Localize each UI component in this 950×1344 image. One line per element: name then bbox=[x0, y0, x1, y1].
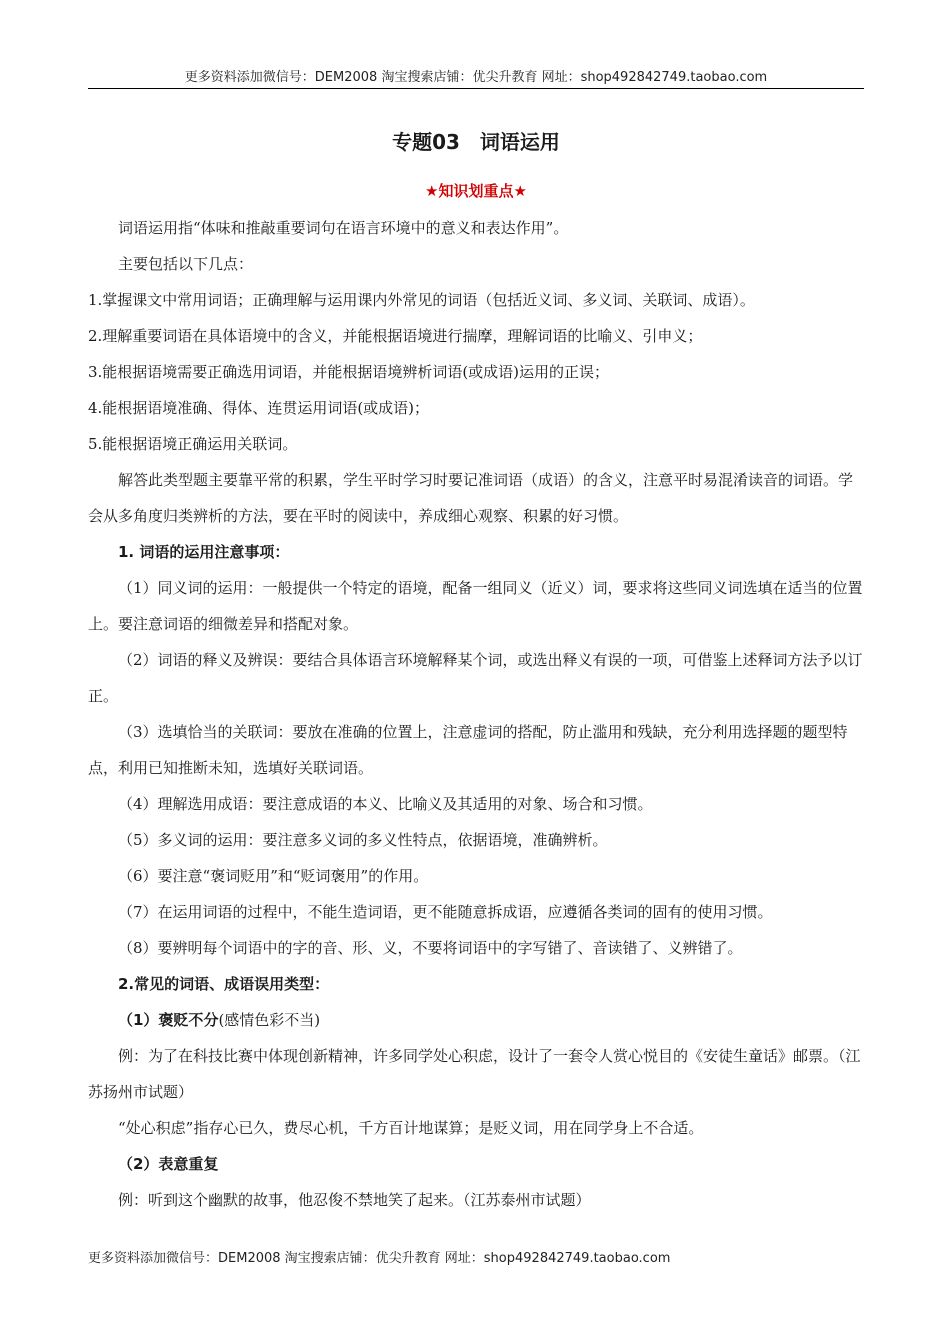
list-item: （3）选填恰当的关联词：要放在准确的位置上，注意虚词的搭配，防止滥用和残缺，充分利用选择题的题型特点，利用已知推断未知，选填好关联词语。 bbox=[88, 723, 848, 777]
section-heading: 1. 词语的运用注意事项： bbox=[118, 543, 290, 561]
intro-list-item: 4.能根据语境准确、得体、连贯运用词语(或成语)； bbox=[88, 399, 430, 417]
intro-paragraph: 词语运用指“体味和推敲重要词句在语言环境中的意义和表达作用”。 bbox=[118, 219, 569, 237]
explanation-paragraph: “处心积虑”指存心已久，费尽心机，千方百计地谋算；是贬义词，用在同学身上不合适。 bbox=[118, 1119, 704, 1137]
page-title: 专题03 词语运用 bbox=[392, 130, 560, 154]
subsection-note: (感情色彩不当) bbox=[218, 1011, 321, 1029]
page-header: 更多资料添加微信号：DEM2008 淘宝搜索店铺：优尖升教育 网址：shop492842749.taobao.com bbox=[184, 70, 768, 85]
subsection-heading: （2）表意重复 bbox=[118, 1155, 219, 1173]
intro-list-item: 1.掌握课文中常用词语；正确理解与运用课内外常见的词语（包括近义词、多义词、关联词、成语）。 bbox=[88, 291, 755, 309]
list-item: （7）在运用词语的过程中，不能生造词语，更不能随意拆成语，应遵循各类词的固有的使用习惯。 bbox=[118, 903, 773, 921]
header-divider bbox=[88, 88, 864, 89]
list-item: （8）要辨明每个词语中的字的音、形、义，不要将词语中的字写错了、音读错了、义辨错了。 bbox=[118, 939, 743, 957]
subsection-heading bbox=[88, 1002, 864, 1038]
list-item: （2）词语的释义及辨误：要结合具体语言环境解释某个词，或选出释义有误的一项，可借鉴上述释词方法予以订正。 bbox=[88, 651, 863, 705]
intro-list-item: 5.能根据语境正确运用关联词。 bbox=[88, 435, 298, 453]
list-item: （5）多义词的运用：要注意多义词的多义性特点，依据语境，准确辨析。 bbox=[118, 831, 608, 849]
intro-paragraph: 解答此类型题主要靠平常的积累，学生平时学习时要记准词语（成语）的含义，注意平时易混淆读音的词语。学会从多角度归类辨析的方法，要在平时的阅读中，养成细心观察、积累的好习惯。 bbox=[88, 471, 854, 525]
subsection-label: （1）褒贬不分 bbox=[118, 1011, 219, 1029]
document-body bbox=[88, 210, 864, 1218]
intro-list-item: 2.理解重要词语在具体语境中的含义，并能根据语境进行揣摩，理解词语的比喻义、引申义； bbox=[88, 327, 703, 345]
example-paragraph: 例：听到这个幽默的故事，他忍俊不禁地笑了起来。（江苏泰州市试题） bbox=[118, 1191, 591, 1209]
list-item: （1）同义词的运用：一般提供一个特定的语境，配备一组同义（近义）词，要求将这些同义词选填在适当的位置上。要注意词语的细微差异和搭配对象。 bbox=[88, 579, 863, 633]
section-heading: 2.常见的词语、成语误用类型： bbox=[118, 975, 330, 993]
page-footer: 更多资料添加微信号：DEM2008 淘宝搜索店铺：优尖升教育 网址：shop492842749.taobao.com bbox=[88, 1251, 671, 1266]
section-banner: ★知识划重点★ bbox=[425, 182, 527, 200]
list-item: （6）要注意“褒词贬用”和“贬词褒用”的作用。 bbox=[118, 867, 429, 885]
intro-paragraph: 主要包括以下几点： bbox=[118, 255, 254, 273]
list-item: （4）理解选用成语：要注意成语的本义、比喻义及其适用的对象、场合和习惯。 bbox=[118, 795, 653, 813]
intro-list-item: 3.能根据语境需要正确选用词语，并能根据语境辨析词语(或成语)运用的正误； bbox=[88, 363, 610, 381]
example-paragraph: 例：为了在科技比赛中体现创新精神，许多同学处心积虑，设计了一套令人赏心悦目的《安徒生童话》邮票。（江苏扬州市试题） bbox=[88, 1047, 861, 1101]
